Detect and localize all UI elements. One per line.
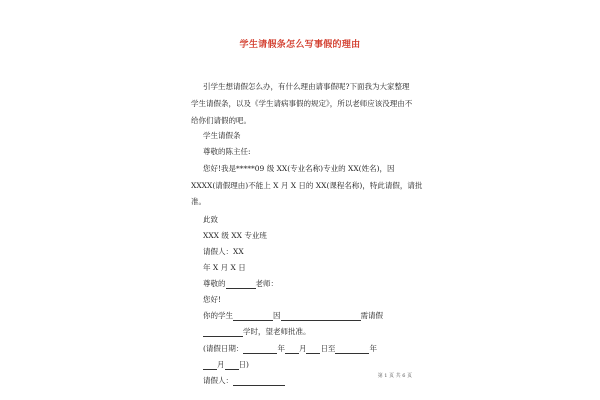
note1-class-line: XXX 级 XX 专业班 <box>203 231 267 240</box>
note2-hours-line <box>203 327 311 337</box>
note2-date-prefix: (请假日期： <box>203 344 244 353</box>
note1-closing: 此致 <box>203 215 218 224</box>
teacher-name-blank[interactable] <box>226 280 256 289</box>
note2-day-end: 日) <box>238 360 249 369</box>
hours-blank[interactable] <box>203 328 243 337</box>
start-day-blank[interactable] <box>306 345 320 354</box>
note2-day-to: 日至 <box>320 344 336 353</box>
signer-blank[interactable] <box>233 377 285 386</box>
note1-signer: 请假人：XX <box>203 247 244 256</box>
note2-signer-label: 请假人： <box>203 376 233 385</box>
note2-salutation-prefix: 尊敬的 <box>203 279 226 288</box>
note2-student-prefix: 你的学生 <box>203 311 233 320</box>
note2-month-end: 月 <box>217 360 225 369</box>
end-year-blank[interactable] <box>335 345 369 354</box>
note2-month: 月 <box>298 344 307 353</box>
end-month-blank[interactable] <box>203 361 217 370</box>
intro-line-1: 引学生想请假怎么办，有什么理由请事假呢?下面我为大家整理 <box>203 82 410 91</box>
end-day-blank[interactable] <box>225 361 239 370</box>
note2-signer-line <box>203 376 285 386</box>
intro-line-3: 给你们请假的吧。 <box>191 116 251 125</box>
note2-hours-text: 学时，望老师批准。 <box>243 327 311 336</box>
start-month-blank[interactable] <box>285 345 299 354</box>
note2-student-line <box>203 311 383 321</box>
note2-year-end: 年 <box>369 344 377 353</box>
note1-body-2: XXXX(请假理由)不能上 X 月 X 日的 XX(课程名称)，特此请假，请批 <box>191 181 423 190</box>
note2-need-leave: 需请假 <box>360 311 383 320</box>
intro-line-2: 学生请假条，以及《学生请病事假的规定》，所以老师应该没理由不 <box>191 99 413 108</box>
student-name-blank[interactable] <box>233 312 273 321</box>
note1-heading: 学生请假条 <box>203 131 241 140</box>
note1-body-3: 准。 <box>191 197 206 206</box>
note1-salutation: 尊敬的陈主任: <box>203 147 251 156</box>
note2-salutation <box>203 279 278 289</box>
reason-blank[interactable] <box>281 312 361 321</box>
note2-greeting: 您好! <box>203 295 222 304</box>
note2-because: 因 <box>273 311 281 320</box>
page-footer: 第 1 页 共 6 页 <box>377 373 412 379</box>
note2-date-line <box>203 344 377 354</box>
start-year-blank[interactable] <box>243 345 277 354</box>
note2-salutation-suffix: 老师： <box>255 279 278 288</box>
note1-date: 年 X 月 X 日 <box>203 263 246 272</box>
note2-date-line-2 <box>203 360 249 370</box>
note2-year: 年 <box>277 344 285 353</box>
page-title: 学生请假条怎么写事假的理由 <box>239 40 361 50</box>
note1-body-1: 您好!我是*****09 级 XX(专业名称)专业的 XX(姓名)，因 <box>203 164 395 173</box>
